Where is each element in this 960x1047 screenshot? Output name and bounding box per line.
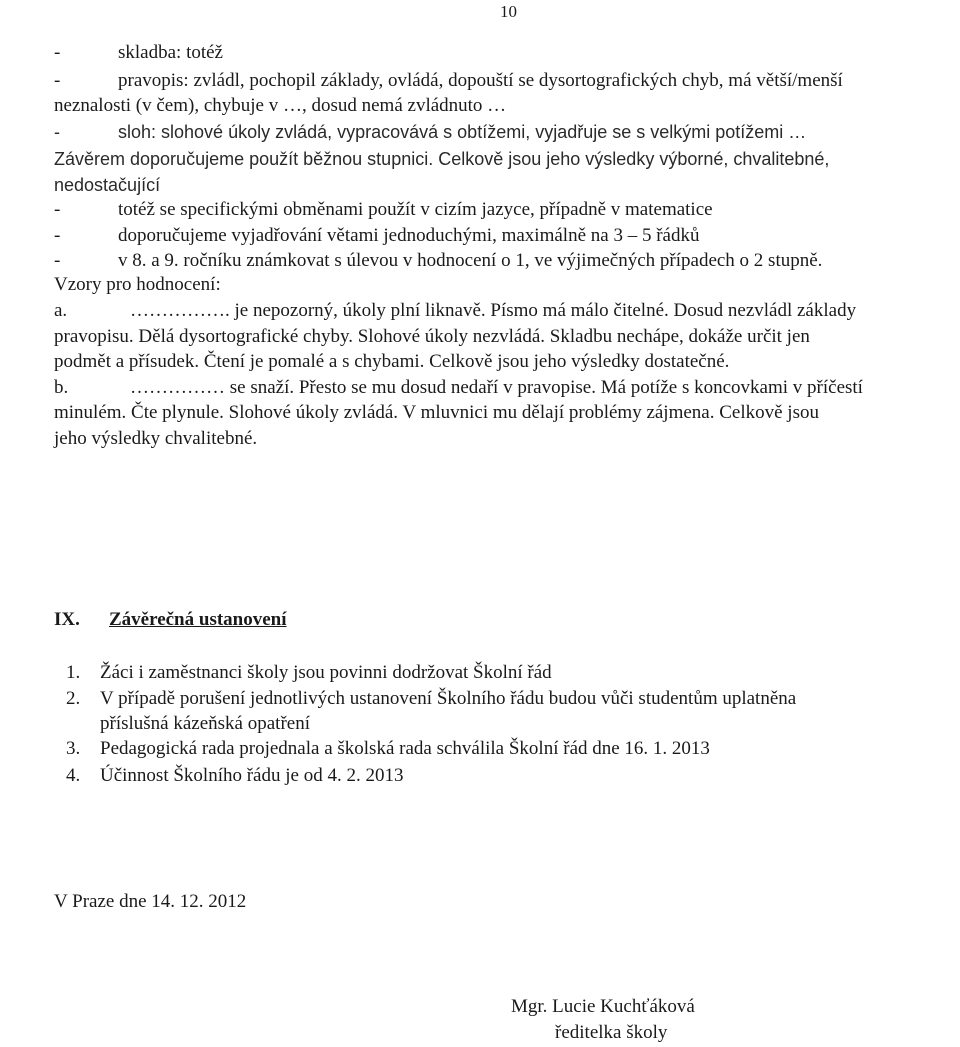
list-item bbox=[54, 225, 700, 247]
list-item bbox=[54, 42, 223, 64]
line-text: skladba: totéž bbox=[118, 42, 223, 63]
signature-role: ředitelka školy bbox=[555, 1022, 668, 1043]
line-text: pravopis: zvládl, pochopil základy, ovládá, dopouští se dysortografických chyb, má větší/menší bbox=[118, 70, 843, 91]
signature-name: Mgr. Lucie Kuchťáková bbox=[511, 996, 695, 1017]
line-text: sloh: slohové úkoly zvládá, vypracovává s obtížemi, vyjadřuje se s velkými potížemi … bbox=[118, 122, 807, 142]
list-item bbox=[54, 121, 807, 143]
dash-marker: - bbox=[54, 199, 61, 220]
line-text: …………… se snaží. Přesto se mu dosud nedaří v pravopise. Má potíže s koncovkami v příčestí bbox=[130, 377, 863, 398]
list-item bbox=[54, 70, 843, 92]
line-text: neznalosti (v čem), chybuje v …, dosud nemá zvládnuto … bbox=[54, 95, 507, 116]
line-text: ……………. je nepozorný, úkoly plní liknavě. Písmo má málo čitelné. Dosud nezvládl základy bbox=[130, 300, 857, 321]
list-item bbox=[54, 250, 823, 272]
item-text-continued: příslušná kázeňská opatření bbox=[100, 713, 310, 734]
example-label: a. bbox=[54, 300, 68, 321]
dash-marker: - bbox=[54, 70, 61, 91]
item-number: 2. bbox=[66, 688, 81, 709]
list-item bbox=[54, 377, 863, 399]
line-text: jeho výsledky chvalitebné. bbox=[54, 428, 258, 449]
line-text: Závěrem doporučujeme použít běžnou stupnici. Celkově jsou jeho výsledky výborné, chvalitebné, bbox=[54, 149, 830, 169]
dash-marker: - bbox=[54, 42, 61, 63]
line-text: Vzory pro hodnocení: bbox=[54, 274, 221, 295]
section-title: Závěrečná ustanovení bbox=[109, 609, 287, 630]
dash-marker: - bbox=[54, 122, 60, 142]
section-number: IX. bbox=[54, 609, 80, 630]
item-text: Účinnost Školního řádu je od 4. 2. 2013 bbox=[100, 765, 404, 786]
line-text: pravopisu. Dělá dysortografické chyby. Slohové úkoly nezvládá. Skladbu nechápe, dokáže určit jen bbox=[54, 326, 810, 347]
line-text: v 8. a 9. ročníku známkovat s úlevou v hodnocení o 1, ve výjimečných případech o 2 stupně. bbox=[118, 250, 823, 271]
dash-marker: - bbox=[54, 225, 61, 246]
example-label: b. bbox=[54, 377, 69, 398]
line-text: podmět a přísudek. Čtení je pomalé a s chybami. Celkově jsou jeho výsledky dostatečné. bbox=[54, 351, 730, 372]
dash-marker: - bbox=[54, 250, 61, 271]
item-text: Žáci i zaměstnanci školy jsou povinni dodržovat Školní řád bbox=[100, 662, 552, 683]
place-date: V Praze dne 14. 12. 2012 bbox=[54, 891, 247, 912]
item-number: 1. bbox=[66, 662, 81, 683]
list-item bbox=[54, 199, 713, 221]
item-number: 4. bbox=[66, 765, 81, 786]
line-text: doporučujeme vyjadřování větami jednoduchými, maximálně na 3 – 5 řádků bbox=[118, 225, 700, 246]
list-item bbox=[54, 300, 857, 322]
item-text: V případě porušení jednotlivých ustanovení Školního řádu budou vůči studentům uplatněna bbox=[100, 688, 797, 709]
line-text: minulém. Čte plynule. Slohové úkoly zvládá. V mluvnici mu dělají problémy zájmena. Celkově jsou bbox=[54, 402, 819, 423]
page-number: 10 bbox=[500, 2, 517, 21]
item-number: 3. bbox=[66, 738, 81, 759]
line-text: totéž se specifickými obměnami použít v cizím jazyce, případně v matematice bbox=[118, 199, 713, 220]
item-text: Pedagogická rada projednala a školská rada schválila Školní řád dne 16. 1. 2013 bbox=[100, 738, 710, 759]
line-text: nedostačující bbox=[54, 175, 161, 195]
